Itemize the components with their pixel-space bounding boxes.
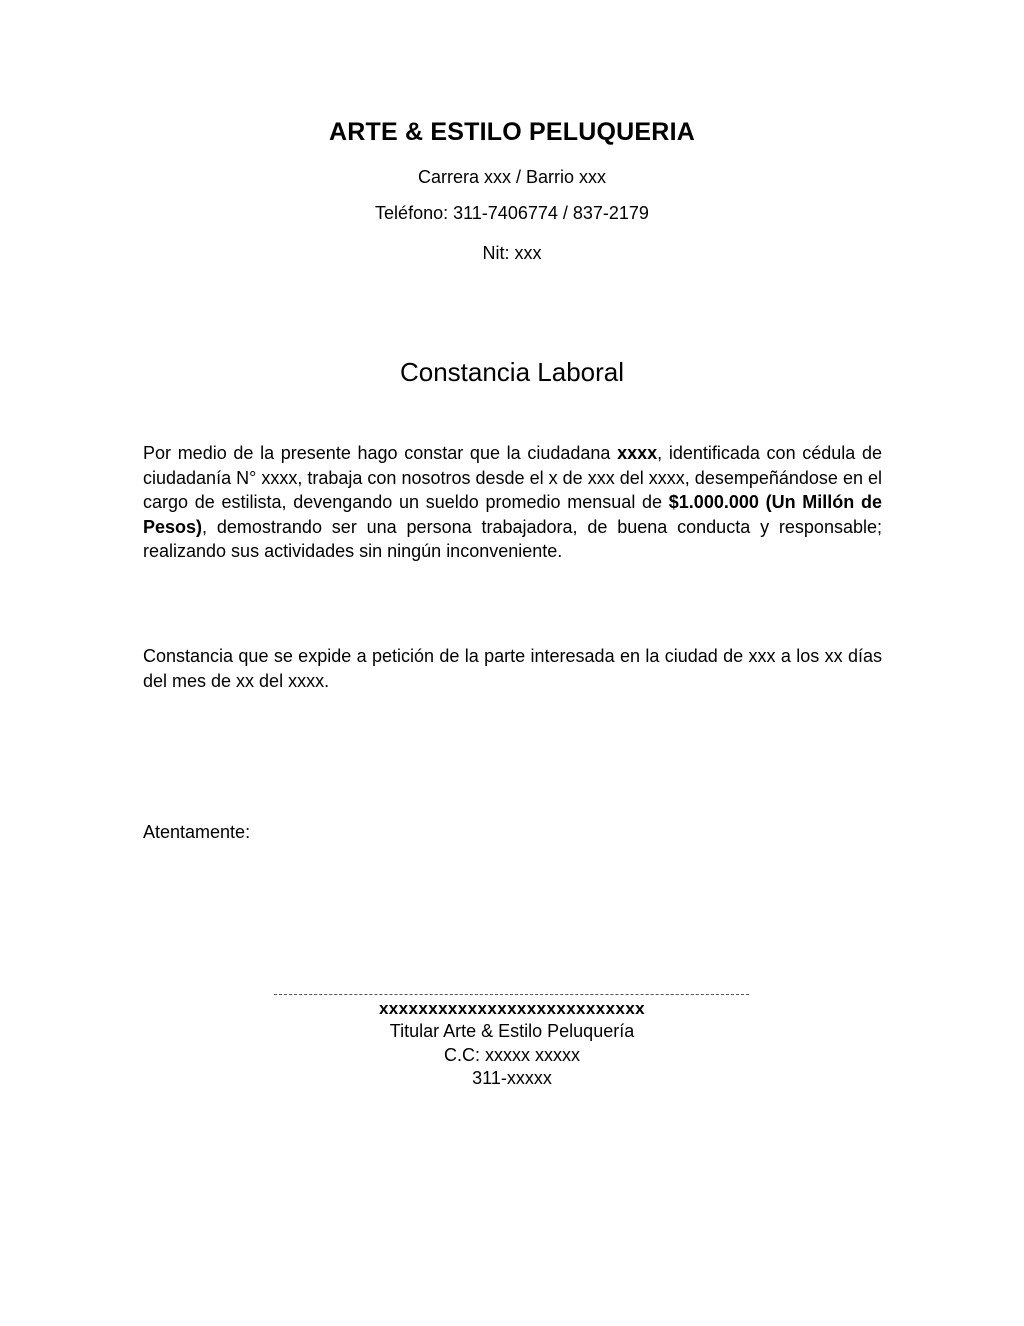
company-name: ARTE & ESTILO PELUQUERIA (329, 118, 695, 146)
signer-id: C.C: xxxxx xxxxx (443, 1044, 580, 1065)
issuance-paragraph: Constancia que se expide a petición de la parte interesada en la ciudad de xxx a los xx días del mes de xx del xxxx. (143, 646, 882, 691)
paragraph-text: , demostrando ser una persona trabajadora, de buena conducta y responsable; realizando sus actividades sin ningún inconveniente. (143, 516, 882, 562)
paragraph-text: , identificada con cédula de ciudadanía N° xxxx, trabaja con nosotros desde el x de xxx del xxxx, desempeñándose en el cargo de estilista, devengando un sueldo promedio mensual de (143, 443, 883, 513)
company-phone: Teléfono: 311-7406774 / 837-2179 (375, 203, 649, 223)
salary-amount: $1.000.000 (Un Millón de Pesos) (143, 492, 882, 537)
signer-name: xxxxxxxxxxxxxxxxxxxxxxxxxxx (378, 999, 646, 1018)
signature-block (0, 997, 1024, 1091)
signature-line (274, 994, 749, 995)
signer-role: Titular Arte & Estilo Peluquería (389, 1021, 635, 1041)
closing-greeting: Atentamente: (143, 822, 251, 842)
company-nit: Nit: xxx (482, 243, 542, 263)
employee-name: xxxx (617, 443, 658, 463)
paragraph-text: Por medio de la presente hago constar que la ciudadana (143, 443, 618, 463)
document-title: Constancia Laboral (399, 357, 625, 387)
certification-paragraph (143, 441, 882, 564)
signer-phone: 311-xxxxx (472, 1068, 552, 1088)
company-address: Carrera xxx / Barrio xxx (417, 167, 607, 187)
